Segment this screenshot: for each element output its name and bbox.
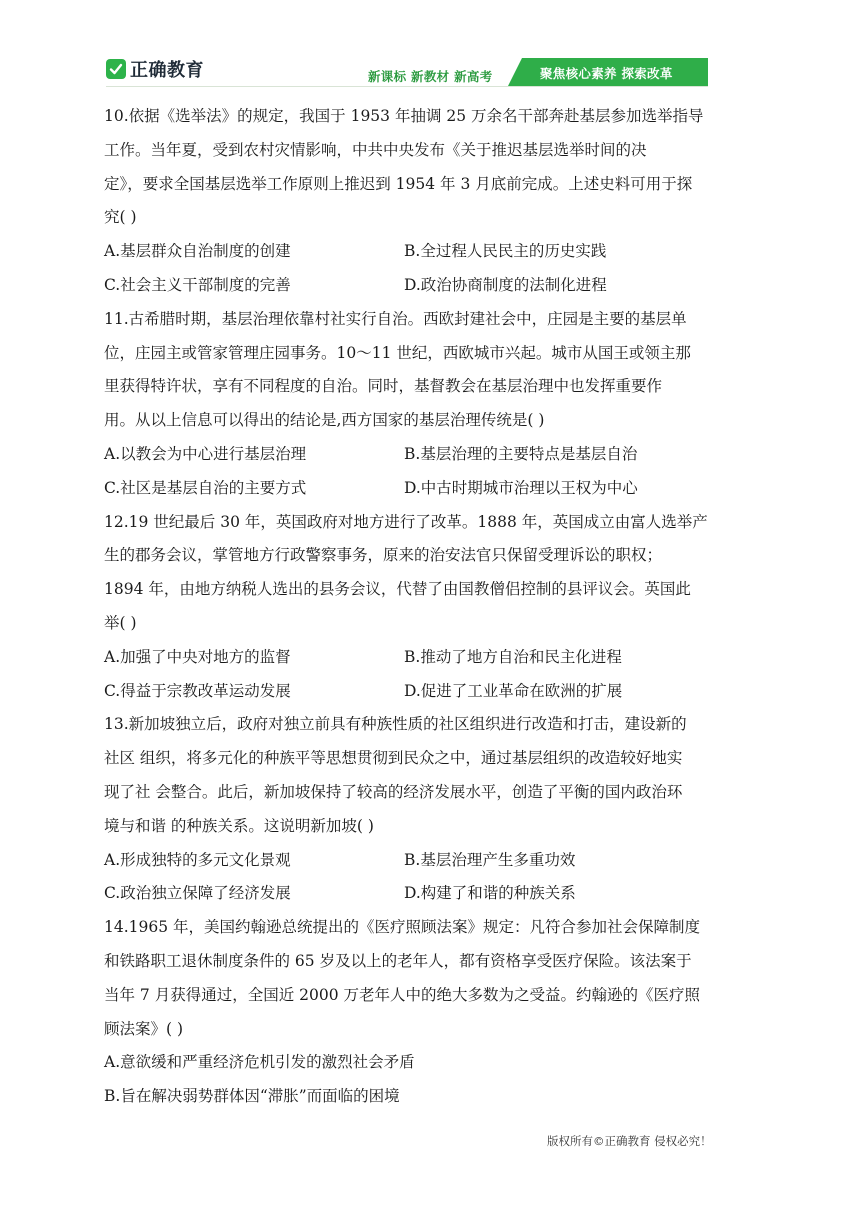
option-c: C.得益于宗教改革运动发展 bbox=[104, 681, 291, 700]
brand-logo bbox=[106, 56, 204, 82]
option-a: A.意欲缓和严重经济危机引发的激烈社会矛盾 bbox=[104, 1053, 415, 1072]
option-b: B.基层治理产生多重功效 bbox=[404, 850, 576, 869]
question-text-line: 定》，要求全国基层选举工作原则上推迟到 1954 年 3 月底前完成。上述史料可用于探 bbox=[104, 174, 693, 193]
question-text-line: 10.依据《选举法》的规定，我国于 1953 年抽调 25 万余名干部奔赴基层参加选举指导 bbox=[104, 107, 704, 125]
question-text-line: 和铁路职工退休制度条件的 65 岁及以上的老年人，都有资格享受医疗保险。该法案于 bbox=[104, 951, 692, 970]
question-text-line: 现了社 会整合。此后，新加坡保持了较高的经济发展水平，创造了平衡的国内政治环 bbox=[104, 782, 683, 801]
option-a: A.形成独特的多元文化景观 bbox=[104, 850, 291, 869]
question-text-line: 1894 年，由地方纳税人选出的县务会议，代替了由国教僧侣控制的县评议会。英国此 bbox=[104, 580, 691, 599]
question-10 bbox=[104, 100, 756, 303]
question-text-line: 当年 7 月获得通过，全国近 2000 万老年人中的绝大多数为之受益。约翰逊的《医疗照 bbox=[104, 985, 701, 1004]
option-b: B.全过程人民民主的历史实践 bbox=[404, 242, 607, 261]
header-divider bbox=[106, 86, 708, 87]
option-c: C.社区是基层自治的主要方式 bbox=[104, 478, 307, 497]
option-c: C.社会主义干部制度的完善 bbox=[104, 275, 291, 294]
options-row bbox=[104, 472, 756, 506]
question-text-line: 究( ) bbox=[104, 208, 137, 227]
question-text-line: 举( ) bbox=[104, 613, 137, 632]
checkmark-icon bbox=[106, 59, 126, 79]
slogan-left: 新课标 新教材 新高考 bbox=[368, 69, 493, 84]
option-d: D.中古时期城市治理以王权为中心 bbox=[404, 478, 638, 497]
options-row bbox=[104, 438, 756, 472]
question-text-line: 工作。当年夏，受到农村灾情影响，中共中央发布《关于推迟基层选举时间的决 bbox=[104, 140, 647, 159]
options-row bbox=[104, 641, 756, 675]
option-b: B.推动了地方自治和民主化进程 bbox=[404, 647, 622, 666]
option-b: B.基层治理的主要特点是基层自治 bbox=[404, 444, 638, 463]
question-text-line: 境与和谐 的种族关系。这说明新加坡( ) bbox=[104, 816, 374, 835]
question-11 bbox=[104, 303, 756, 506]
option-d: D.促进了工业革命在欧洲的扩展 bbox=[404, 681, 623, 700]
question-13 bbox=[104, 708, 756, 911]
option-d: D.政治协商制度的法制化进程 bbox=[404, 275, 607, 294]
question-text-line: 社区 组织，将多元化的种族平等思想贯彻到民众之中，通过基层组织的改造较好地实 bbox=[104, 749, 683, 768]
option-b: B.旨在解决弱势群体因“滞胀”而面临的困境 bbox=[104, 1087, 400, 1106]
question-text-line: 里获得特许状，享有不同程度的自治。同时，基督教会在基层治理中也发挥重要作 bbox=[104, 377, 663, 396]
options-row bbox=[104, 235, 756, 269]
question-text-line: 顾法案》( ) bbox=[104, 1019, 184, 1038]
option-a: A.基层群众自治制度的创建 bbox=[104, 242, 291, 261]
brand-name: 正确教育 bbox=[130, 60, 204, 81]
options-row bbox=[104, 675, 756, 709]
question-12 bbox=[104, 506, 756, 709]
option-d: D.构建了和谐的种族关系 bbox=[404, 884, 576, 903]
question-text-line: 11.古希腊时期，基层治理依靠村社实行自治。西欧封建社会中，庄园是主要的基层单 bbox=[104, 309, 687, 328]
question-text-line: 用。从以上信息可以得出的结论是,西方国家的基层治理传统是( ) bbox=[104, 411, 545, 430]
options-row bbox=[104, 877, 756, 911]
slogan-right: 聚焦核心素养 探索改革 bbox=[540, 66, 673, 81]
copyright-footer: 版权所有©正确教育 侵权必究！ bbox=[547, 1134, 712, 1148]
page-header bbox=[0, 0, 860, 96]
question-text-line: 14.1965 年，美国约翰逊总统提出的《医疗照顾法案》规定：凡符合参加社会保障制度 bbox=[104, 918, 701, 937]
options-row bbox=[104, 844, 756, 878]
options-row bbox=[104, 269, 756, 303]
option-c: C.政治独立保障了经济发展 bbox=[104, 884, 291, 903]
option-a: A.加强了中央对地方的监督 bbox=[104, 647, 291, 666]
question-text-line: 13.新加坡独立后，政府对独立前具有种族性质的社区组织进行改造和打击，建设新的 bbox=[104, 715, 687, 734]
question-14 bbox=[104, 911, 756, 1114]
option-a: A.以教会为中心进行基层治理 bbox=[104, 444, 307, 463]
question-text-line: 生的郡务会议，掌管地方行政警察事务，原来的治安法官只保留受理诉讼的职权； bbox=[104, 546, 663, 565]
question-text-line: 12.19 世纪最后 30 年，英国政府对地方进行了改革。1888 年，英国成立由富人选举产 bbox=[104, 512, 708, 531]
question-list bbox=[104, 100, 756, 1114]
question-text-line: 位，庄园主或管家管理庄园事务。10～11 世纪，西欧城市兴起。城市从国王或领主那 bbox=[104, 343, 691, 362]
